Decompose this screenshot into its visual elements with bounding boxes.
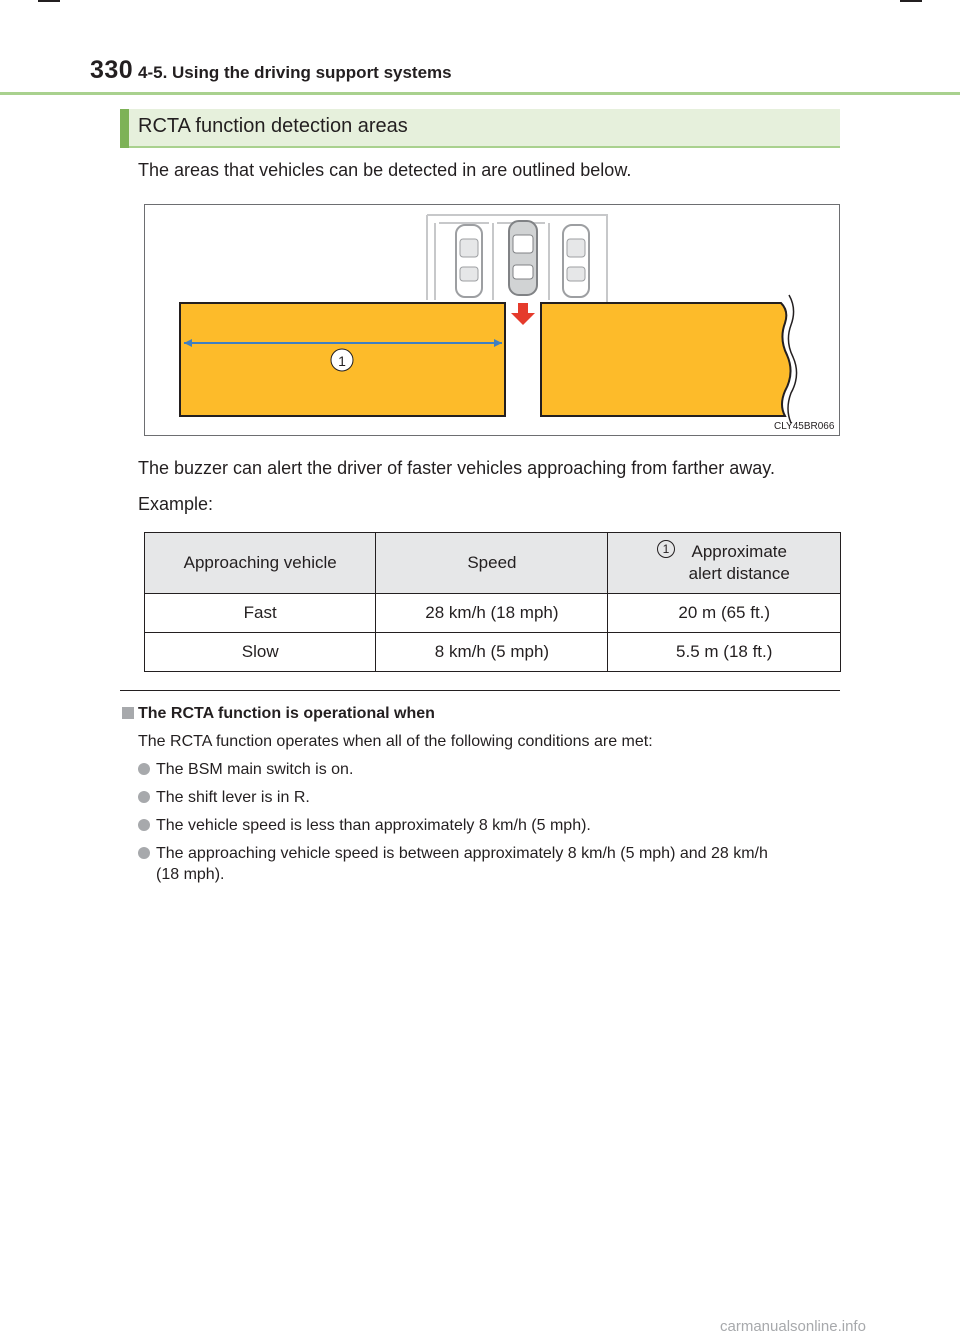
section-divider — [120, 690, 840, 691]
table-row — [145, 594, 841, 633]
watermark: carmanualsonline.info — [720, 1318, 866, 1335]
list-item-continuation: (18 mph). — [156, 866, 225, 883]
table-cell: Fast — [145, 594, 376, 633]
table-cell: 8 km/h (5 mph) — [376, 633, 608, 672]
detection-zone-right — [541, 303, 791, 416]
operational-intro: The RCTA function operates when all of the following conditions are met: — [138, 733, 653, 750]
reverse-direction-arrow-icon — [511, 303, 535, 325]
table-cell: 28 km/h (18 mph) — [376, 594, 608, 633]
own-vehicle-icon — [509, 221, 537, 295]
table-cell: Slow — [145, 633, 376, 672]
example-label: Example: — [138, 494, 214, 514]
bullet-dot-icon — [138, 819, 150, 831]
parked-car-left-icon — [456, 225, 482, 297]
bullet-dot-icon — [138, 763, 150, 775]
list-item — [138, 761, 353, 779]
table-cell: 20 m (65 ft.) — [608, 594, 841, 633]
figure-code: CLY45BR066 — [774, 421, 835, 432]
operational-title-text: The RCTA function is operational when — [138, 705, 435, 722]
list-item-text: The vehicle speed is less than approximately 8 km/h (5 mph). — [156, 817, 591, 834]
header-speed: Speed — [376, 533, 608, 594]
header-approaching-vehicle: Approaching vehicle — [145, 533, 376, 594]
table-row — [145, 633, 841, 672]
bullet-dot-icon — [138, 847, 150, 859]
bullet-dot-icon — [138, 791, 150, 803]
table-cell: 5.5 m (18 ft.) — [608, 633, 841, 672]
list-item-text: The approaching vehicle speed is between approximately 8 km/h (5 mph) and 28 km/h — [156, 845, 768, 862]
list-item-text: The shift lever is in R. — [156, 789, 310, 806]
operational-title — [122, 705, 435, 723]
alert-distance-table — [144, 532, 841, 672]
list-item — [138, 845, 768, 863]
header-alert-distance-line1: Approximate — [691, 542, 787, 561]
detection-area-illustration — [145, 205, 839, 435]
callout-number: 1 — [338, 353, 346, 369]
heading-title: RCTA function detection areas — [138, 115, 408, 137]
parked-car-right-icon — [563, 225, 589, 297]
intro-paragraph: The areas that vehicles can be detected in are outlined below. — [138, 160, 632, 180]
list-item — [138, 789, 310, 807]
section-title: 4-5. Using the driving support systems — [138, 63, 452, 82]
header-rule — [0, 92, 960, 95]
table-header-row — [145, 533, 841, 594]
buzzer-paragraph: The buzzer can alert the driver of faster vehicles approaching from farther away. — [138, 458, 775, 478]
detection-area-figure — [144, 204, 840, 436]
table-callout-badge: 1 — [657, 540, 675, 558]
page-header — [0, 0, 960, 96]
list-item — [138, 817, 591, 835]
page-number: 330 — [90, 56, 134, 84]
square-bullet-icon — [122, 707, 134, 719]
header-alert-distance — [608, 533, 841, 594]
list-item-text: The BSM main switch is on. — [156, 761, 354, 778]
heading-accent-bar — [120, 109, 129, 148]
header-alert-distance-line2: alert distance — [688, 564, 790, 583]
